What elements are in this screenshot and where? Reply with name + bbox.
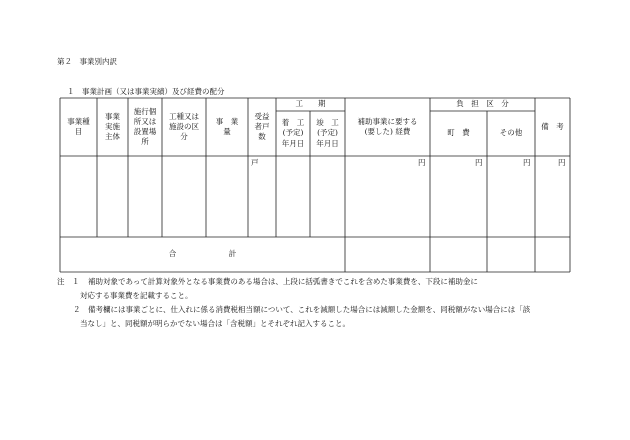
header-households: 受益 者戸 数 [254,111,270,142]
header-town: 町 費 [447,128,470,138]
header-quantity: 事 業 量 [215,116,239,136]
unit-households: 戸 [251,158,259,167]
unit-town: 円 [475,158,483,167]
unit-remarks: 円 [558,158,566,167]
unit-other: 円 [523,158,531,167]
total-label: 合 計 [168,249,237,259]
note-1-line2: 対応する事業費を記載すること。 [80,291,193,300]
note-1-line1: 補助対象であって計算対象外となる事業費のある場合は、上段に括弧書きでこれを含めた事業費を、下段に補助金に [88,277,478,286]
header-end: 竣 工 (予定) 年月日 [316,118,339,148]
unit-cost: 円 [418,158,426,167]
header-cost: 補助事業に要する (要した) 経費 [357,116,418,136]
header-remarks: 備 考 [541,121,564,131]
header-location: 施行個 所又は 設置場 所 [133,106,157,147]
note-2-line1: 備考欄には事業ごとに、仕入れに係る消費税相当額について、これを減額した場合には減額した金額を、同税額がない場合には「該 [88,305,531,314]
note-2-marker: ２ [73,305,81,314]
note-1-marker: 注 １ [57,277,80,286]
header-category: 工種又は 施設の区 分 [169,111,199,142]
header-type: 事業種 目 [67,116,90,136]
section-title: 第２ 事業別内訳 [57,57,117,66]
subsection-title: １ 事業計画（又は事業実績）及び経費の配分 [67,87,225,96]
header-other: その他 [499,128,523,138]
header-entity: 事業 実施 主体 [105,111,120,142]
note-2-line2: 当なし」と、同税額が明らかでない場合は「含税額」とそれぞれ記入すること。 [80,319,350,328]
header-work-period: 工 期 [295,99,326,109]
header-start: 着 工 (予定) 年月日 [281,118,305,148]
header-burden: 負 担 区 分 [456,99,509,109]
